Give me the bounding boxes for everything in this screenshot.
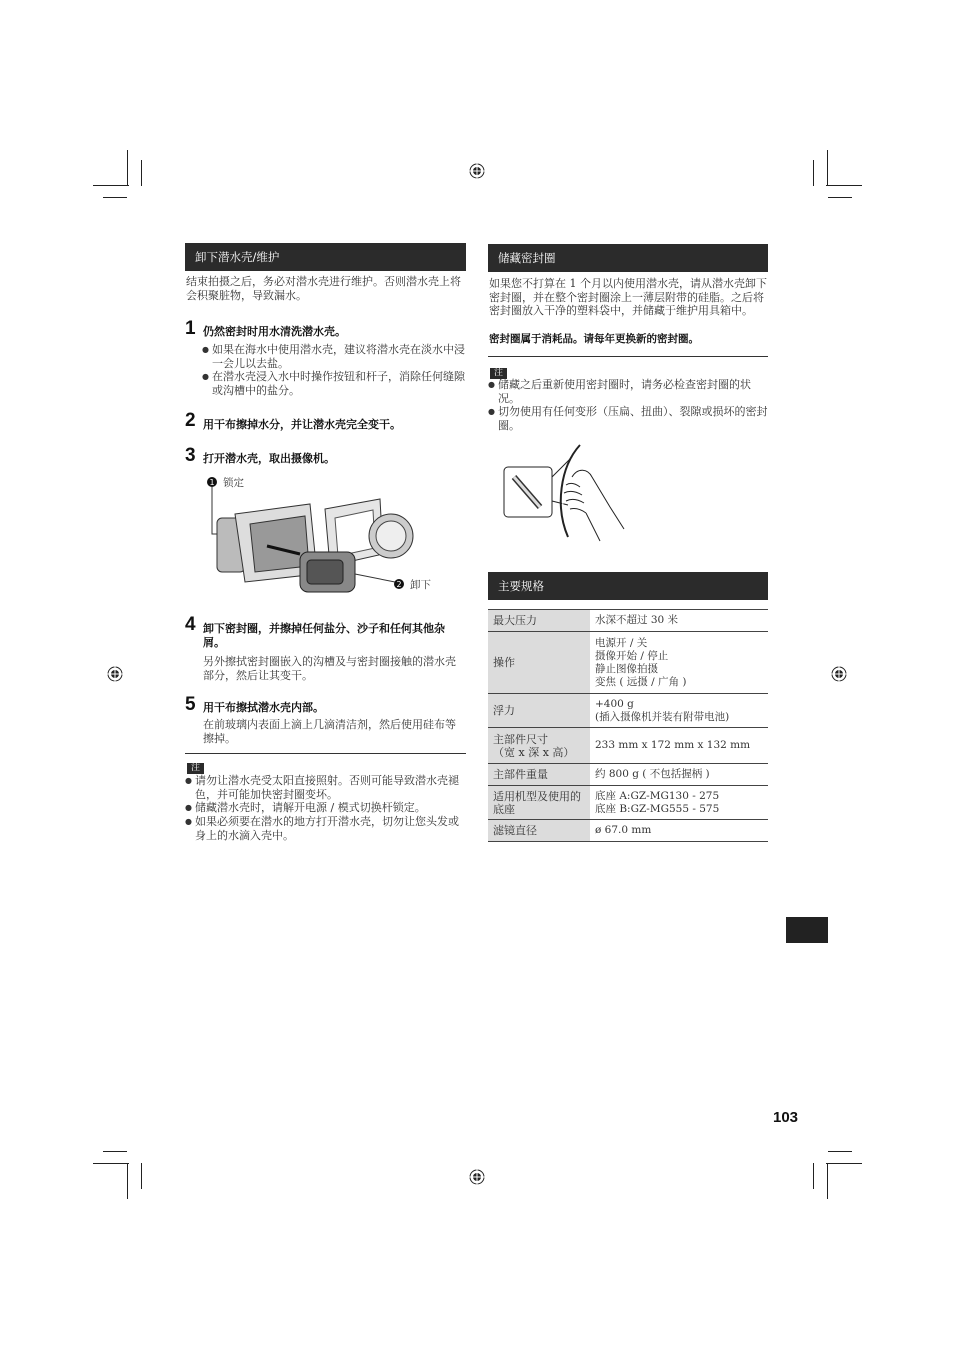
spec-value: 底座 A:GZ-MG130 - 275 底座 B:GZ-MG555 - 575: [590, 786, 768, 820]
table-row: [488, 728, 768, 764]
crop-mark: [813, 160, 814, 186]
crop-mark: [828, 197, 852, 198]
crop-mark: [103, 197, 127, 198]
table-row: [488, 764, 768, 786]
step-number: 1: [185, 318, 196, 339]
note-label: 注: [490, 368, 507, 379]
note-item: ● 请勿让潜水壳受太阳直接照射。否则可能导致潜水壳褪色，并可能加快密封圈变坏。: [185, 774, 466, 801]
step-number: 3: [185, 445, 196, 466]
note-item: ● 如果必须要在潜水的地方打开潜水壳，切勿让您头发或身上的水滴入壳中。: [185, 815, 466, 842]
note-item: ● 储藏潜水壳时，请解开电源 / 模式切换杆锁定。: [185, 801, 466, 815]
spec-value: +400 g (插入摄像机并装有附带电池): [590, 694, 768, 728]
crop-mark: [103, 1151, 127, 1152]
spec-value: ø 67.0 mm: [590, 820, 768, 842]
table-row: [488, 694, 768, 728]
intro-text: 结束拍摄之后，务必对潜水壳进行维护。否则潜水壳上将会积聚脏物，导致漏水。: [186, 275, 461, 302]
step-title: 卸下密封圈，并擦掉任何盐分、沙子和任何其他杂屑。: [203, 622, 445, 649]
registration-mark-icon: [469, 1169, 485, 1185]
step-title: 打开潜水壳，取出摄像机。: [203, 452, 335, 465]
callout-remove-label: 卸下: [410, 579, 431, 591]
step-title: 仍然密封时用水清洗潜水壳。: [203, 325, 346, 338]
bullet-item: ● 在潜水壳浸入水中时操作按钮和杆子，消除任何缝隙或沟槽中的盐分。: [202, 370, 466, 397]
seal-figure: [500, 437, 630, 547]
step-number: 4: [185, 614, 196, 635]
spec-key: 滤镜直径: [488, 820, 590, 842]
crop-mark: [826, 1163, 862, 1164]
registration-mark-icon: [107, 666, 123, 682]
spec-value: 水深不超过 30 米: [590, 610, 768, 632]
crop-mark: [127, 1163, 128, 1199]
registration-mark-icon: [469, 163, 485, 179]
crop-mark: [141, 160, 142, 186]
store-text: 如果您不打算在 1 个月以内使用潜水壳，请从潜水壳卸下密封圈，并在整个密封圈涂上一薄层附带的硅脂。之后将密封圈放入干净的塑料袋中，并储藏于维护用具箱中。: [489, 277, 767, 317]
note-item: ● 切勿使用有任何变形（压扁、扭曲）、裂隙或损坏的密封圈。: [488, 405, 768, 432]
crop-mark: [93, 1163, 129, 1164]
spec-key: 最大压力: [488, 610, 590, 632]
registration-mark-icon: [831, 666, 847, 682]
spec-table: [488, 609, 768, 842]
section-header-store-seal: 储藏密封圈: [488, 244, 768, 272]
spec-value: 电源开 / 关 摄像开始 / 停止 静止图像拍摄 变焦 ( 远摄 / 广角 ): [590, 632, 768, 694]
spec-key: 主部件重量: [488, 764, 590, 786]
svg-text:2: 2: [396, 580, 402, 589]
table-row: [488, 786, 768, 820]
crop-mark: [127, 150, 128, 186]
spec-value: 约 800 g ( 不包括握柄 ): [590, 764, 768, 786]
callout-lock-label: 锁定: [223, 477, 244, 489]
crop-mark: [93, 185, 129, 186]
bullet-item: ● 如果在海水中使用潜水壳，建议将潜水壳在淡水中浸一会儿以去盐。: [202, 343, 466, 370]
spec-key: 操作: [488, 632, 590, 694]
step-title: 用干布擦拭潜水壳内部。: [203, 701, 324, 714]
note-item: ● 储藏之后重新使用密封圈时，请务必检查密封圈的状况。: [488, 378, 768, 405]
housing-figure: [205, 474, 445, 600]
page-number: 103: [773, 1109, 799, 1126]
step4-description: 另外擦拭密封圈嵌入的沟槽及与密封圈接触的潜水壳部分，然后让其变干。: [203, 655, 456, 682]
crop-mark: [828, 1151, 852, 1152]
spec-value: 233 mm x 172 mm x 132 mm: [590, 728, 768, 764]
divider: [488, 356, 768, 357]
step5-description: 在前玻璃内表面上滴上几滴清洁剂，然后使用硅布等擦掉。: [203, 718, 456, 745]
spec-key: 浮力: [488, 694, 590, 728]
step-number: 2: [185, 410, 196, 431]
divider: [185, 753, 466, 754]
section-header-specs: 主要规格: [488, 572, 768, 600]
crop-mark: [141, 1163, 142, 1189]
spec-key: 适用机型及使用的底座: [488, 786, 590, 820]
crop-mark: [827, 150, 828, 186]
table-row: [488, 632, 768, 694]
hand-holding-seal-illustration: [500, 437, 630, 547]
section-header-maintenance: 卸下潜水壳/维护: [185, 243, 466, 271]
crop-mark: [813, 1163, 814, 1189]
crop-mark: [826, 185, 862, 186]
underwater-housing-illustration: [205, 474, 445, 600]
store-bold-text: 密封圈属于消耗品。请每年更换新的密封圈。: [489, 333, 699, 345]
svg-text:1: 1: [209, 478, 215, 487]
table-row: [488, 820, 768, 842]
step-number: 5: [185, 694, 196, 715]
crop-mark: [827, 1163, 828, 1199]
note-label: 注: [187, 763, 204, 774]
table-row: [488, 610, 768, 632]
step-title: 用干布擦掉水分，并让潜水壳完全变干。: [203, 418, 401, 431]
spec-key: 主部件尺寸 （宽 x 深 x 高）: [488, 728, 590, 764]
thumb-index-tab: [786, 917, 828, 943]
